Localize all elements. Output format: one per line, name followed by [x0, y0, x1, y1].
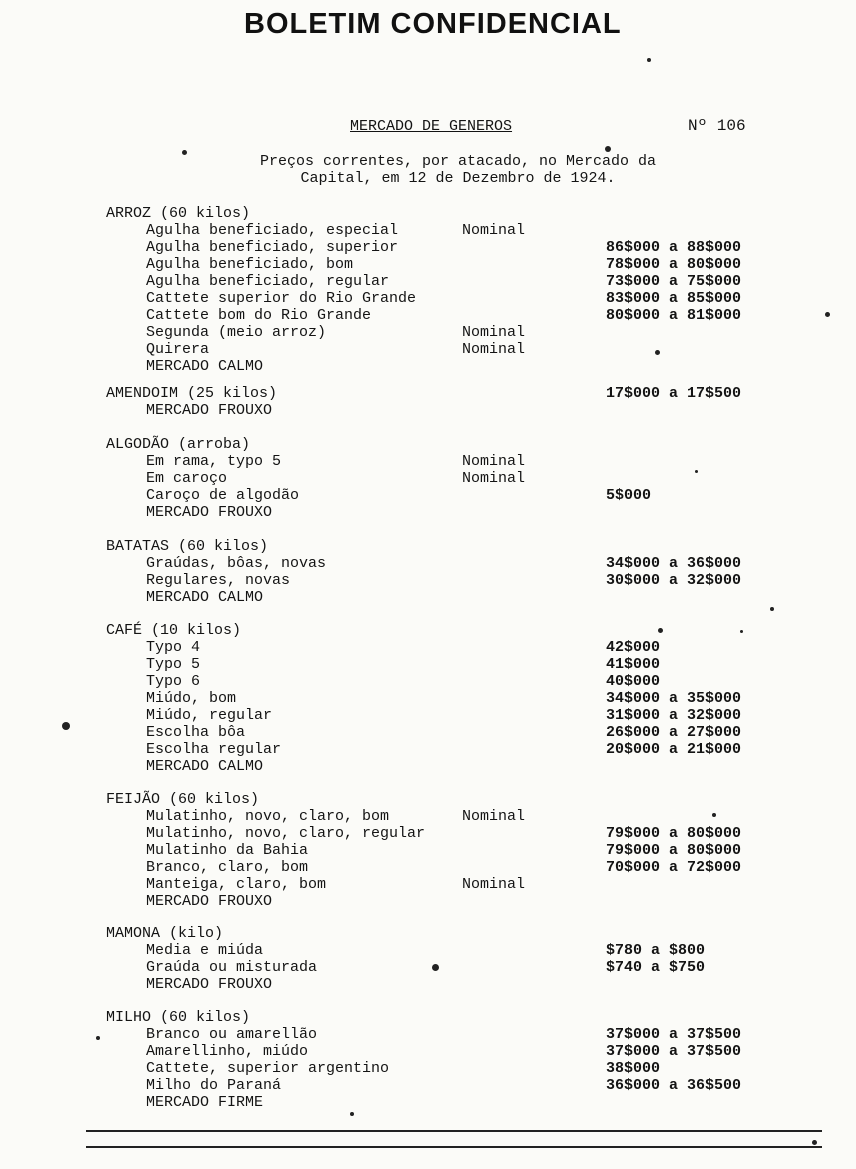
scan-speck	[432, 964, 439, 971]
item-price: 41$000	[606, 656, 661, 673]
item-price: 86$000 a 88$000	[606, 239, 742, 256]
item-note: Nominal	[462, 222, 526, 239]
section-heading: MAMONA (kilo)	[106, 925, 224, 942]
item-price: 34$000 a 35$000	[606, 690, 742, 707]
item-name: Typo 4	[146, 639, 201, 656]
item-name: Escolha regular	[146, 741, 282, 758]
item-price: 83$000 a 85$000	[606, 290, 742, 307]
market-status: MERCADO CALMO	[146, 758, 264, 775]
item-price: 26$000 a 27$000	[606, 724, 742, 741]
item-price: 20$000 a 21$000	[606, 741, 742, 758]
item-name: Typo 5	[146, 656, 201, 673]
item-name: Branco, claro, bom	[146, 859, 309, 876]
item-note: Nominal	[462, 453, 526, 470]
section-price: 17$000 a 17$500	[606, 385, 742, 402]
scan-speck	[96, 1036, 100, 1040]
item-name: Agulha beneficiado, especial	[146, 222, 399, 239]
item-name: Miúdo, bom	[146, 690, 237, 707]
item-name: Cattete, superior argentino	[146, 1060, 390, 1077]
item-name: Mulatinho, novo, claro, bom	[146, 808, 390, 825]
item-name: Amarellinho, miúdo	[146, 1043, 309, 1060]
scan-speck	[740, 630, 743, 633]
item-price: 73$000 a 75$000	[606, 273, 742, 290]
item-price: 5$000	[606, 487, 652, 504]
scan-speck	[712, 813, 716, 817]
item-price: $740 a $750	[606, 959, 706, 976]
section-heading: AMENDOIM (25 kilos)	[106, 385, 278, 402]
item-name: Cattete bom do Rio Grande	[146, 307, 372, 324]
market-heading: MERCADO DE GENEROS	[350, 118, 513, 135]
item-price: 78$000 a 80$000	[606, 256, 742, 273]
item-name: Quirera	[146, 341, 210, 358]
market-status: MERCADO CALMO	[146, 358, 264, 375]
footer-rule-top	[86, 1130, 822, 1132]
item-price: 79$000 a 80$000	[606, 825, 742, 842]
item-name: Regulares, novas	[146, 572, 291, 589]
item-note: Nominal	[462, 808, 526, 825]
section-heading: ALGODÃO (arroba)	[106, 436, 251, 453]
bulletin-number: Nº 106	[688, 117, 746, 135]
item-name: Em rama, typo 5	[146, 453, 282, 470]
item-price: 36$000 a 36$500	[606, 1077, 742, 1094]
scan-speck	[605, 146, 611, 152]
item-name: Graúdas, bôas, novas	[146, 555, 327, 572]
item-name: Branco ou amarellão	[146, 1026, 318, 1043]
item-note: Nominal	[462, 324, 526, 341]
item-price: 79$000 a 80$000	[606, 842, 742, 859]
scan-speck	[812, 1140, 817, 1145]
item-price: 37$000 a 37$500	[606, 1026, 742, 1043]
item-name: Agulha beneficiado, superior	[146, 239, 399, 256]
market-status: MERCADO FIRME	[146, 1094, 264, 1111]
item-price: 40$000	[606, 673, 661, 690]
item-name: Mulatinho, novo, claro, regular	[146, 825, 426, 842]
scan-speck	[770, 607, 774, 611]
item-name: Mulatinho da Bahia	[146, 842, 309, 859]
item-price: 80$000 a 81$000	[606, 307, 742, 324]
scan-speck	[658, 628, 663, 633]
section-heading: MILHO (60 kilos)	[106, 1009, 251, 1026]
item-price: 34$000 a 36$000	[606, 555, 742, 572]
item-name: Caroço de algodão	[146, 487, 300, 504]
section-heading: BATATAS (60 kilos)	[106, 538, 269, 555]
item-price: 38$000	[606, 1060, 661, 1077]
item-name: Media e miúda	[146, 942, 264, 959]
item-price: $780 a $800	[606, 942, 706, 959]
scan-speck	[647, 58, 651, 62]
scan-speck	[695, 470, 698, 473]
item-name: Miúdo, regular	[146, 707, 273, 724]
subtitle-line-2: Capital, em 12 de Dezembro de 1924.	[300, 170, 616, 187]
bulletin-title: BOLETIM CONFIDENCIAL	[244, 8, 622, 40]
market-status: MERCADO FROUXO	[146, 402, 273, 419]
item-price: 70$000 a 72$000	[606, 859, 742, 876]
item-name: Typo 6	[146, 673, 201, 690]
item-name: Em caroço	[146, 470, 228, 487]
subtitle-line-1: Preços correntes, por atacado, no Mercado da	[259, 153, 657, 170]
section-heading: ARROZ (60 kilos)	[106, 205, 251, 222]
item-note: Nominal	[462, 876, 526, 893]
item-note: Nominal	[462, 341, 526, 358]
footer-rule-bottom	[86, 1146, 822, 1148]
item-name: Agulha beneficiado, bom	[146, 256, 354, 273]
item-price: 30$000 a 32$000	[606, 572, 742, 589]
item-name: Agulha beneficiado, regular	[146, 273, 390, 290]
market-status: MERCADO FROUXO	[146, 893, 273, 910]
scan-speck	[62, 722, 70, 730]
market-status: MERCADO FROUXO	[146, 976, 273, 993]
item-note: Nominal	[462, 470, 526, 487]
item-price: 31$000 a 32$000	[606, 707, 742, 724]
item-price: 42$000	[606, 639, 661, 656]
scan-speck	[350, 1112, 354, 1116]
item-name: Milho do Paraná	[146, 1077, 282, 1094]
section-heading: CAFÉ (10 kilos)	[106, 622, 242, 639]
market-status: MERCADO FROUXO	[146, 504, 273, 521]
item-name: Manteiga, claro, bom	[146, 876, 327, 893]
market-status: MERCADO CALMO	[146, 589, 264, 606]
item-name: Escolha bôa	[146, 724, 246, 741]
scan-speck	[655, 350, 660, 355]
item-name: Graúda ou misturada	[146, 959, 318, 976]
scan-speck	[825, 312, 830, 317]
scan-speck	[182, 150, 187, 155]
section-heading: FEIJÃO (60 kilos)	[106, 791, 260, 808]
item-name: Segunda (meio arroz)	[146, 324, 327, 341]
item-name: Cattete superior do Rio Grande	[146, 290, 417, 307]
item-price: 37$000 a 37$500	[606, 1043, 742, 1060]
